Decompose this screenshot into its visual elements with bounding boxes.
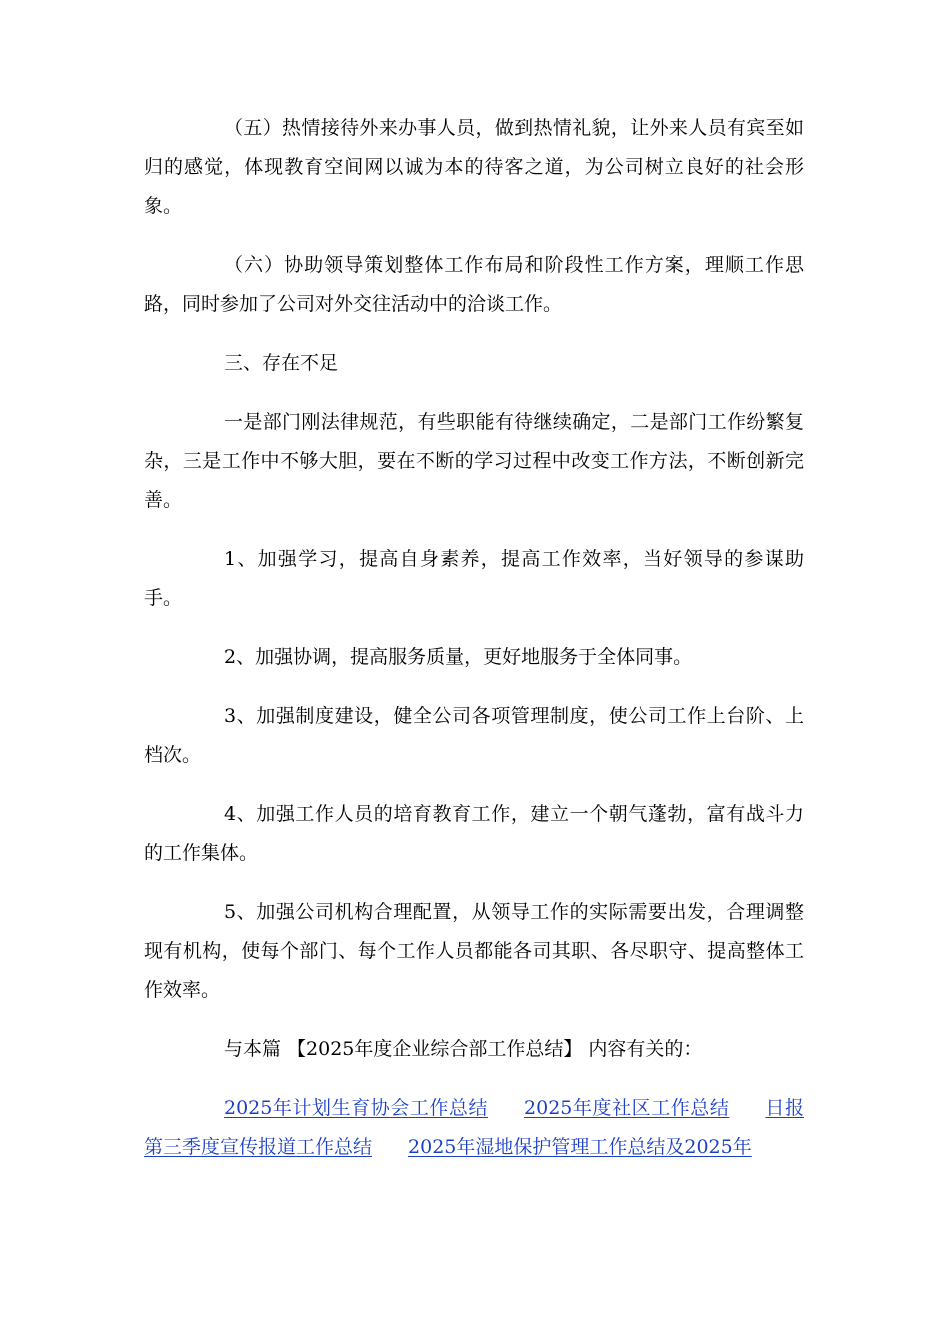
- document-body: [144, 109, 804, 1167]
- related-link-community[interactable]: 2025年度社区工作总结: [524, 1097, 730, 1119]
- improvement-item-4: 4、加强工作人员的培育教育工作，建立一个朝气蓬勃，富有战斗力的工作集体。: [144, 803, 804, 864]
- related-link-daily-report[interactable]: 日报第三季度宣传报道工作总结: [144, 1097, 804, 1158]
- related-links: [144, 1089, 804, 1167]
- related-link-wetland[interactable]: 2025年湿地保护管理工作总结及2025年: [408, 1136, 752, 1158]
- paragraph-six: （六）协助领导策划整体工作布局和阶段性工作方案，理顺工作思路，同时参加了公司对外交往活动中的洽谈工作。: [144, 254, 804, 315]
- paragraph-shortcomings: 一是部门刚法律规范，有些职能有待继续确定，二是部门工作纷繁复杂，三是工作中不够大胆，要在不断的学习过程中改变工作方法，不断创新完善。: [144, 411, 804, 511]
- improvement-item-3: 3、加强制度建设，健全公司各项管理制度，使公司工作上台阶、上档次。: [144, 705, 804, 766]
- related-intro: 与本篇 【2025年度企业综合部工作总结】 内容有关的：: [224, 1038, 703, 1060]
- improvement-item-5: 5、加强公司机构合理配置，从领导工作的实际需要出发，合理调整现有机构，使每个部门、每个工作人员都能各司其职、各尽职守、提高整体工作效率。: [144, 901, 804, 1001]
- improvement-item-1: 1、加强学习，提高自身素养，提高工作效率，当好领导的参谋助手。: [144, 548, 804, 609]
- section-heading-shortcomings: 三、存在不足: [224, 352, 339, 374]
- paragraph-five: （五）热情接待外来办事人员，做到热情礼貌，让外来人员有宾至如归的感觉，体现教育空间网以诚为本的待客之道，为公司树立良好的社会形象。: [144, 117, 804, 217]
- improvement-item-2: 2、加强协调，提高服务质量，更好地服务于全体同事。: [224, 646, 693, 668]
- related-link-family-planning[interactable]: 2025年计划生育协会工作总结: [224, 1097, 489, 1119]
